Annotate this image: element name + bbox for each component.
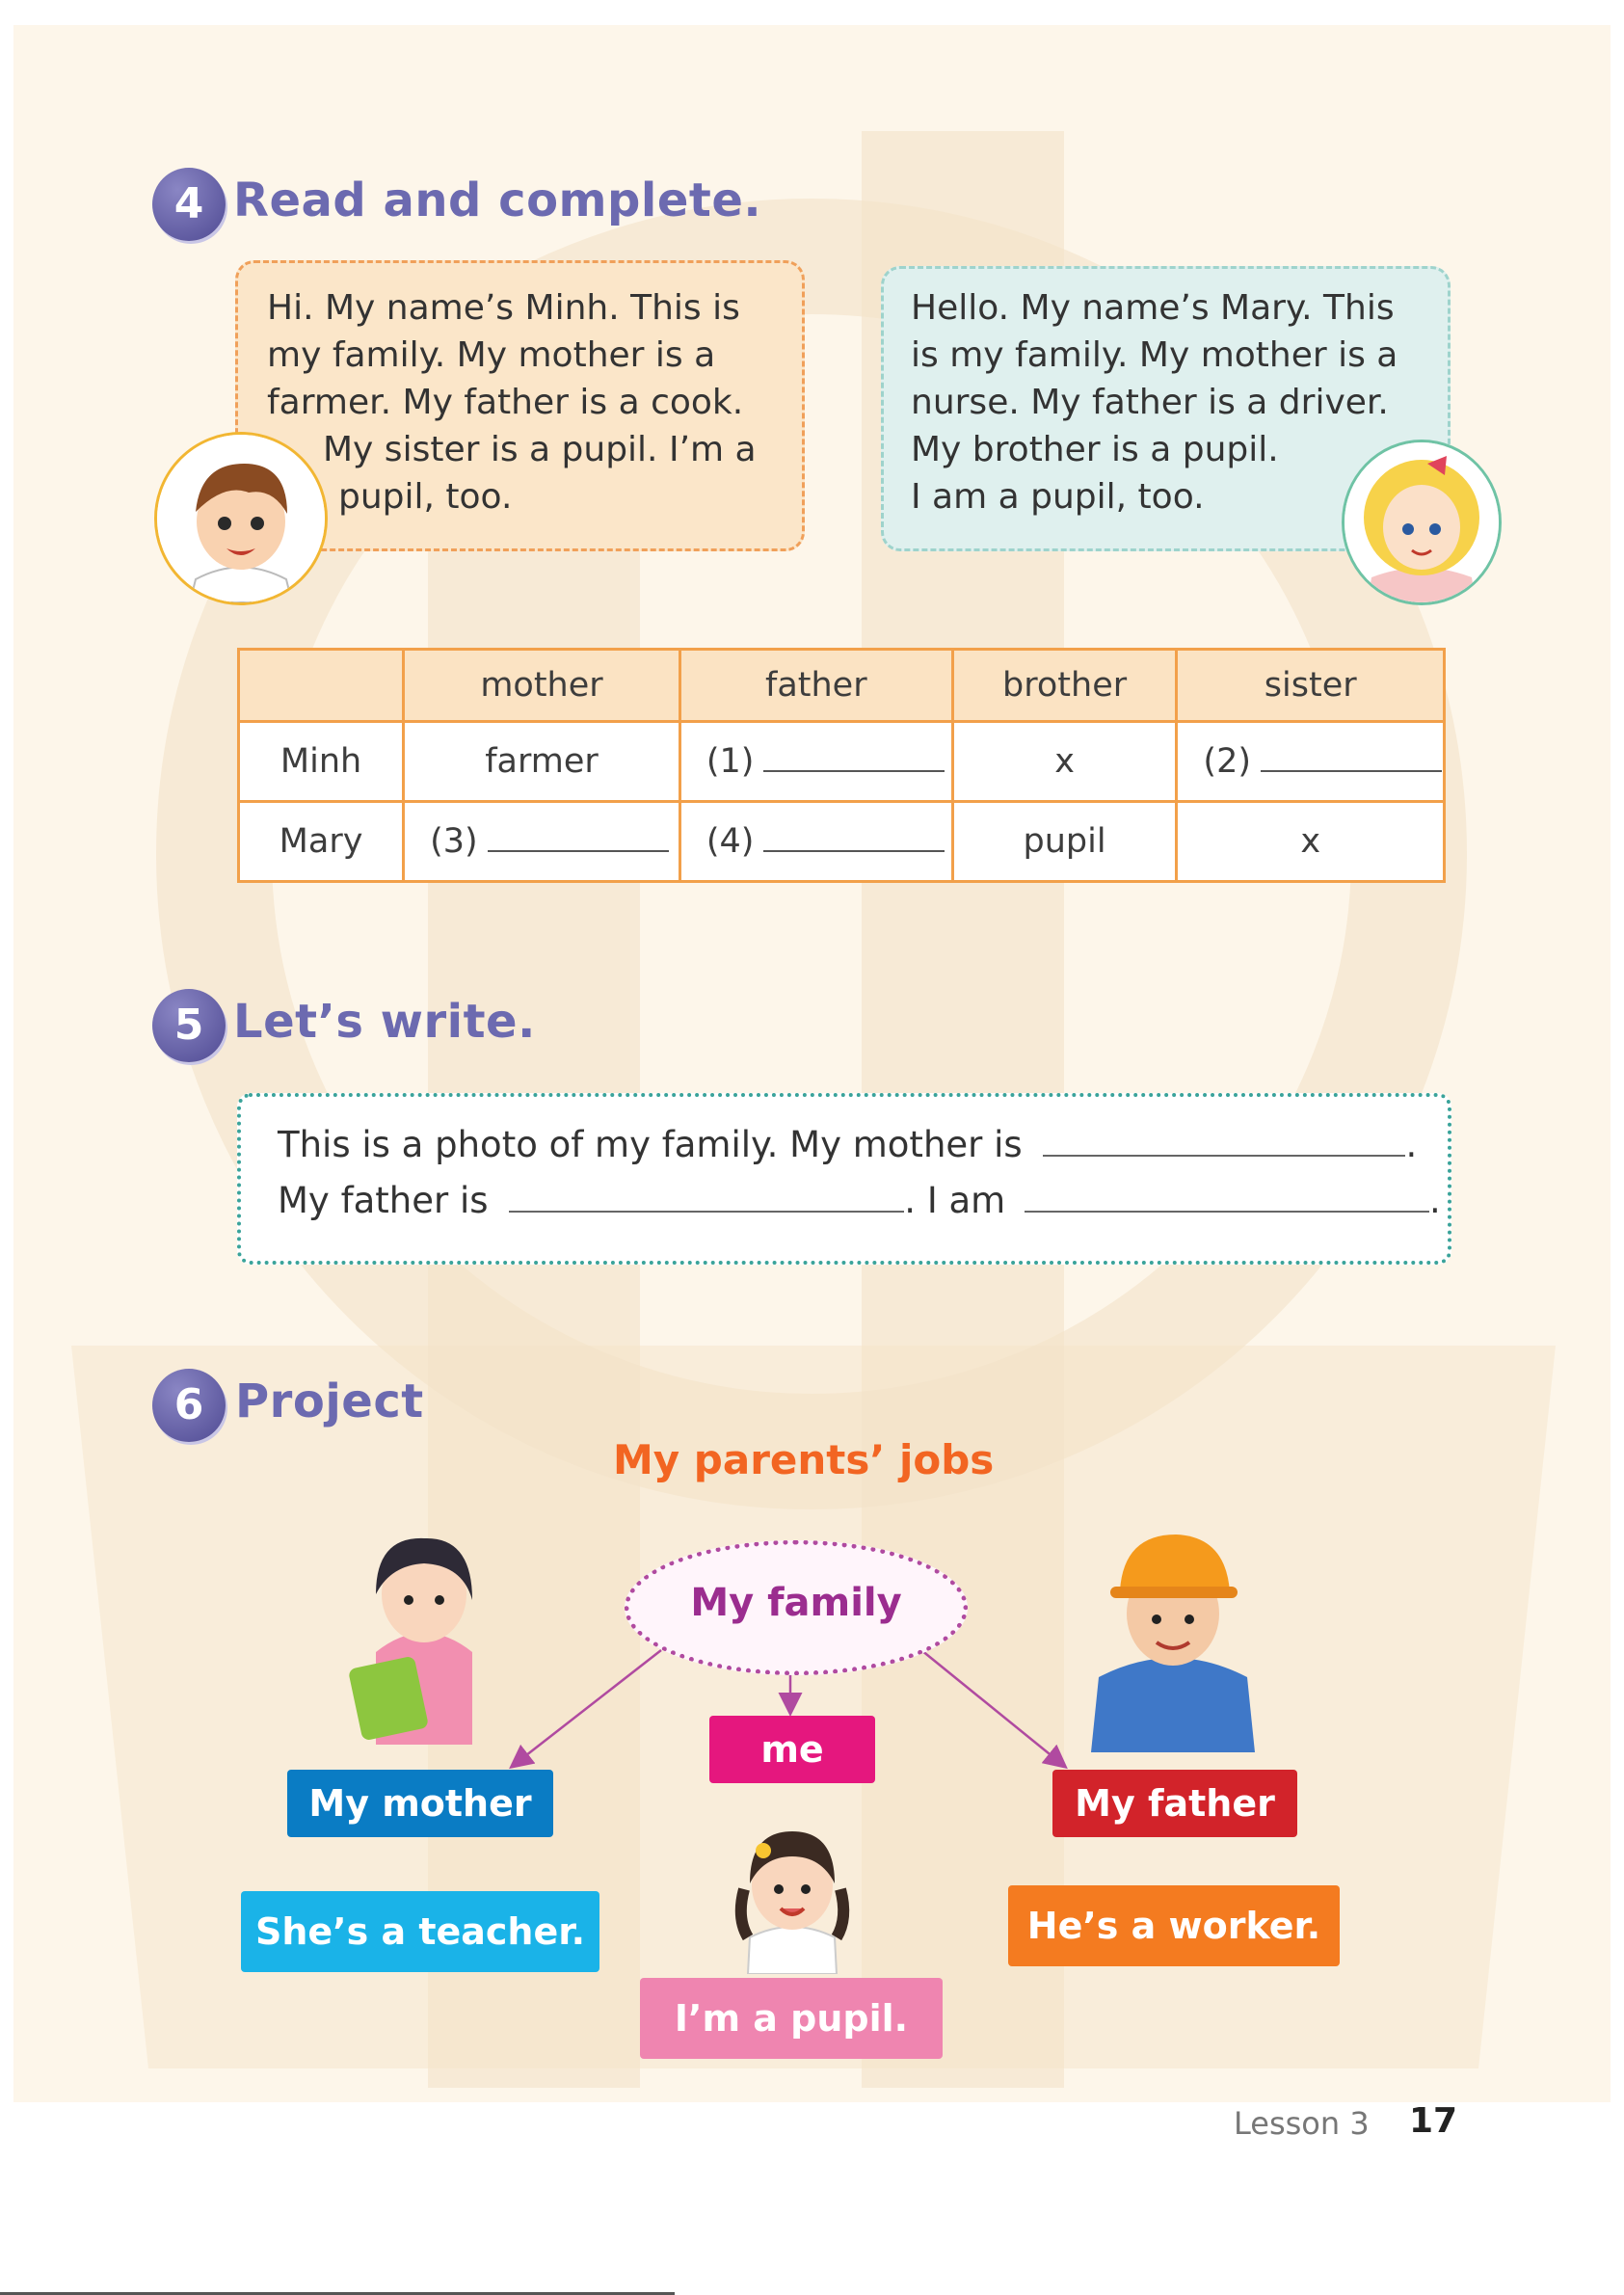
- table-cell-name: Minh: [239, 722, 404, 802]
- table-cell: x: [1177, 802, 1445, 882]
- mother-label: My mother: [287, 1770, 553, 1837]
- family-label: My family: [690, 1581, 902, 1625]
- writing-text: . I am: [904, 1180, 1006, 1221]
- bottom-margin: [0, 2102, 1624, 2295]
- project-heading: My parents’ jobs: [613, 1436, 995, 1483]
- footer-lesson: Lesson 3: [1234, 2105, 1370, 2142]
- minh-text-line: My sister is a pupil. I’m a: [323, 430, 757, 469]
- father-job-label: He’s a worker.: [1008, 1885, 1340, 1966]
- table-header-cell: mother: [404, 650, 680, 722]
- arrow-to-father: [921, 1650, 1064, 1766]
- section-4-badge: 4: [152, 168, 226, 241]
- page-number: 17: [1409, 2101, 1458, 2141]
- mary-text-line: nurse. My father is a driver.: [911, 383, 1389, 422]
- me-job-label: I’m a pupil.: [640, 1978, 943, 2059]
- blank-number: (1): [706, 742, 755, 781]
- mary-text-line: is my family. My mother is a: [911, 335, 1398, 375]
- father-label: My father: [1052, 1770, 1297, 1837]
- writing-text: This is a photo of my family. My mother is: [278, 1124, 1023, 1165]
- mary-text-line: My brother is a pupil.: [911, 430, 1279, 469]
- writing-period: .: [1428, 1180, 1441, 1221]
- table-cell-name: Mary: [239, 802, 404, 882]
- section-6-title: Project: [235, 1374, 424, 1428]
- table-header-cell: sister: [1177, 650, 1445, 722]
- mary-text-line: Hello. My name’s Mary. This: [911, 288, 1395, 328]
- blank-number: (4): [706, 822, 755, 861]
- blank-number: (3): [430, 822, 478, 861]
- minh-text-line: Hi. My name’s Minh. This is: [267, 288, 740, 328]
- me-label: me: [709, 1716, 875, 1783]
- minh-text-line: farmer. My father is a cook.: [267, 383, 744, 422]
- blank-number: (2): [1203, 742, 1251, 781]
- section-5-title: Let’s write.: [233, 995, 536, 1049]
- section-5-badge: 5: [152, 989, 226, 1062]
- table-cell: x: [952, 722, 1177, 802]
- section-6-badge: 6: [152, 1369, 226, 1442]
- section-4-title: Read and complete.: [233, 173, 762, 227]
- table-cell: pupil: [952, 802, 1177, 882]
- writing-text: My father is: [278, 1180, 489, 1221]
- table-header-cell: brother: [952, 650, 1177, 722]
- writing-period: .: [1405, 1124, 1418, 1165]
- table-header-cell: father: [679, 650, 952, 722]
- minh-text-line: my family. My mother is a: [267, 335, 716, 375]
- mary-text-line: I am a pupil, too.: [911, 477, 1205, 517]
- table-cell: farmer: [404, 722, 680, 802]
- minh-text-line: pupil, too.: [338, 477, 513, 517]
- mother-job-label: She’s a teacher.: [241, 1891, 599, 1972]
- arrow-to-mother: [513, 1650, 661, 1766]
